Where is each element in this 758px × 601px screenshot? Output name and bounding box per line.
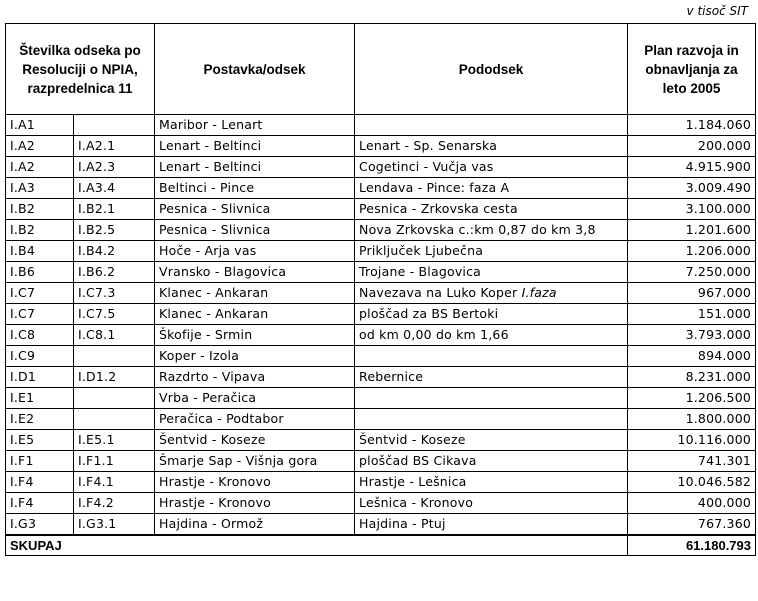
cell-pododsek: Pesnica - Zrkovska cesta: [355, 199, 628, 220]
cell-pododsek: [355, 346, 628, 367]
cell-section: I.E2: [6, 409, 74, 430]
cell-subsection: I.F1.1: [74, 451, 155, 472]
total-label: SKUPAJ: [6, 535, 628, 556]
cell-postavka: Klanec - Ankaran: [155, 283, 355, 304]
cell-pododsek: [355, 409, 628, 430]
table-row: [6, 367, 756, 388]
cell-plan: 1.201.600: [628, 220, 756, 241]
cell-pododsek: ploščad za BS Bertoki: [355, 304, 628, 325]
table-row: [6, 493, 756, 514]
cell-postavka: Hrastje - Kronovo: [155, 472, 355, 493]
cell-pododsek: [355, 388, 628, 409]
cell-pododsek: Cogetinci - Vučja vas: [355, 157, 628, 178]
cell-subsection: [74, 409, 155, 430]
cell-postavka: Hoče - Arja vas: [155, 241, 355, 262]
table-row: [6, 451, 756, 472]
cell-pododsek: Lešnica - Kronovo: [355, 493, 628, 514]
header-plan: Plan razvoja in obnavljanja za leto 2005: [628, 24, 756, 115]
cell-section: I.F4: [6, 493, 74, 514]
cell-pododsek: [355, 283, 628, 304]
cell-postavka: Peračica - Podtabor: [155, 409, 355, 430]
cell-subsection: I.A2.1: [74, 136, 155, 157]
cell-plan: 10.116.000: [628, 430, 756, 451]
cell-plan: 3.100.000: [628, 199, 756, 220]
cell-pododsek: ploščad BS Cikava: [355, 451, 628, 472]
header-section-number: Številka odseka po Resoluciji o NPIA, razpredelnica 11: [6, 24, 155, 115]
table-row: [6, 346, 756, 367]
cell-subsection: I.B4.2: [74, 241, 155, 262]
cell-subsection: I.B2.5: [74, 220, 155, 241]
cell-section: I.A3: [6, 178, 74, 199]
cell-plan: 400.000: [628, 493, 756, 514]
cell-subsection: I.B6.2: [74, 262, 155, 283]
cell-pododsek: [355, 115, 628, 136]
cell-postavka: Škofije - Srmin: [155, 325, 355, 346]
table-row: [6, 136, 756, 157]
cell-pododsek: Šentvid - Koseze: [355, 430, 628, 451]
cell-subsection: [74, 388, 155, 409]
table-row: [6, 178, 756, 199]
cell-section: I.B2: [6, 199, 74, 220]
cell-pododsek: od km 0,00 do km 1,66: [355, 325, 628, 346]
cell-plan: 200.000: [628, 136, 756, 157]
cell-subsection: I.E5.1: [74, 430, 155, 451]
cell-subsection: I.C8.1: [74, 325, 155, 346]
cell-subsection: I.D1.2: [74, 367, 155, 388]
cell-plan: 7.250.000: [628, 262, 756, 283]
cell-postavka: Lenart - Beltinci: [155, 136, 355, 157]
table-row: [6, 304, 756, 325]
cell-section: I.A2: [6, 136, 74, 157]
header-pododsek: Pododsek: [355, 24, 628, 115]
cell-subsection: [74, 115, 155, 136]
cell-pododsek: Lendava - Pince: faza A: [355, 178, 628, 199]
cell-plan: 1.206.000: [628, 241, 756, 262]
cell-pododsek: Lenart - Sp. Senarska: [355, 136, 628, 157]
total-value: 61.180.793: [628, 535, 756, 556]
cell-postavka: Koper - Izola: [155, 346, 355, 367]
table-row: [6, 262, 756, 283]
cell-plan: 3.009.490: [628, 178, 756, 199]
table-row: [6, 199, 756, 220]
cell-subsection: [74, 346, 155, 367]
cell-postavka: Hajdina - Ormož: [155, 514, 355, 536]
cell-subsection: I.C7.5: [74, 304, 155, 325]
header-postavka: Postavka/odsek: [155, 24, 355, 115]
cell-section: I.A1: [6, 115, 74, 136]
cell-plan: 1.800.000: [628, 409, 756, 430]
cell-section: I.E5: [6, 430, 74, 451]
cell-section: I.A2: [6, 157, 74, 178]
table-row: [6, 283, 756, 304]
cell-postavka: Razdrto - Vipava: [155, 367, 355, 388]
cell-section: I.G3: [6, 514, 74, 536]
cell-section: I.E1: [6, 388, 74, 409]
table-row: [6, 514, 756, 536]
cell-section: I.B4: [6, 241, 74, 262]
cell-plan: 151.000: [628, 304, 756, 325]
cell-section: I.F1: [6, 451, 74, 472]
cell-postavka: Šentvid - Koseze: [155, 430, 355, 451]
cell-pododsek: Rebernice: [355, 367, 628, 388]
cell-pododsek-italic: I.faza: [521, 285, 557, 300]
cell-postavka: Vransko - Blagovica: [155, 262, 355, 283]
table-row: [6, 241, 756, 262]
cell-pododsek: Nova Zrkovska c.:km 0,87 do km 3,8: [355, 220, 628, 241]
table-row: [6, 430, 756, 451]
cell-plan: 741.301: [628, 451, 756, 472]
cell-subsection: I.C7.3: [74, 283, 155, 304]
unit-note: v tisoč SIT: [686, 4, 748, 18]
cell-postavka: Pesnica - Slivnica: [155, 220, 355, 241]
table-row: [6, 472, 756, 493]
cell-pododsek: Hrastje - Lešnica: [355, 472, 628, 493]
cell-plan: 1.184.060: [628, 115, 756, 136]
cell-section: I.C9: [6, 346, 74, 367]
cell-postavka: Beltinci - Pince: [155, 178, 355, 199]
cell-section: I.C7: [6, 304, 74, 325]
cell-plan: 4.915.900: [628, 157, 756, 178]
cell-section: I.B2: [6, 220, 74, 241]
cell-pododsek: Priključek Ljubečna: [355, 241, 628, 262]
cell-subsection: I.F4.2: [74, 493, 155, 514]
cell-plan: 1.206.500: [628, 388, 756, 409]
cell-postavka: Šmarje Sap - Višnja gora: [155, 451, 355, 472]
cell-postavka: Maribor - Lenart: [155, 115, 355, 136]
cell-subsection: I.F4.1: [74, 472, 155, 493]
table-row: [6, 115, 756, 136]
cell-plan: 767.360: [628, 514, 756, 536]
cell-postavka: Lenart - Beltinci: [155, 157, 355, 178]
total-row: [6, 535, 756, 556]
cell-pododsek: Hajdina - Ptuj: [355, 514, 628, 536]
table-body: [6, 115, 756, 536]
cell-plan: 10.046.582: [628, 472, 756, 493]
cell-plan: 967.000: [628, 283, 756, 304]
table-row: [6, 388, 756, 409]
cell-postavka: Hrastje - Kronovo: [155, 493, 355, 514]
cell-section: I.F4: [6, 472, 74, 493]
cell-plan: 3.793.000: [628, 325, 756, 346]
cell-subsection: I.B2.1: [74, 199, 155, 220]
cell-pododsek: Trojane - Blagovica: [355, 262, 628, 283]
cell-section: I.D1: [6, 367, 74, 388]
table-row: [6, 409, 756, 430]
plan-table: [5, 23, 756, 556]
cell-section: I.C8: [6, 325, 74, 346]
cell-section: I.C7: [6, 283, 74, 304]
table-row: [6, 325, 756, 346]
cell-subsection: I.A2.3: [74, 157, 155, 178]
table-row: [6, 220, 756, 241]
cell-plan: 894.000: [628, 346, 756, 367]
table-row: [6, 157, 756, 178]
cell-plan: 8.231.000: [628, 367, 756, 388]
cell-postavka: Vrba - Peračica: [155, 388, 355, 409]
cell-section: I.B6: [6, 262, 74, 283]
header-row: [6, 24, 756, 115]
cell-postavka: Pesnica - Slivnica: [155, 199, 355, 220]
cell-pododsek-text: Navezava na Luko Koper: [359, 285, 522, 300]
cell-subsection: I.A3.4: [74, 178, 155, 199]
cell-postavka: Klanec - Ankaran: [155, 304, 355, 325]
cell-subsection: I.G3.1: [74, 514, 155, 536]
